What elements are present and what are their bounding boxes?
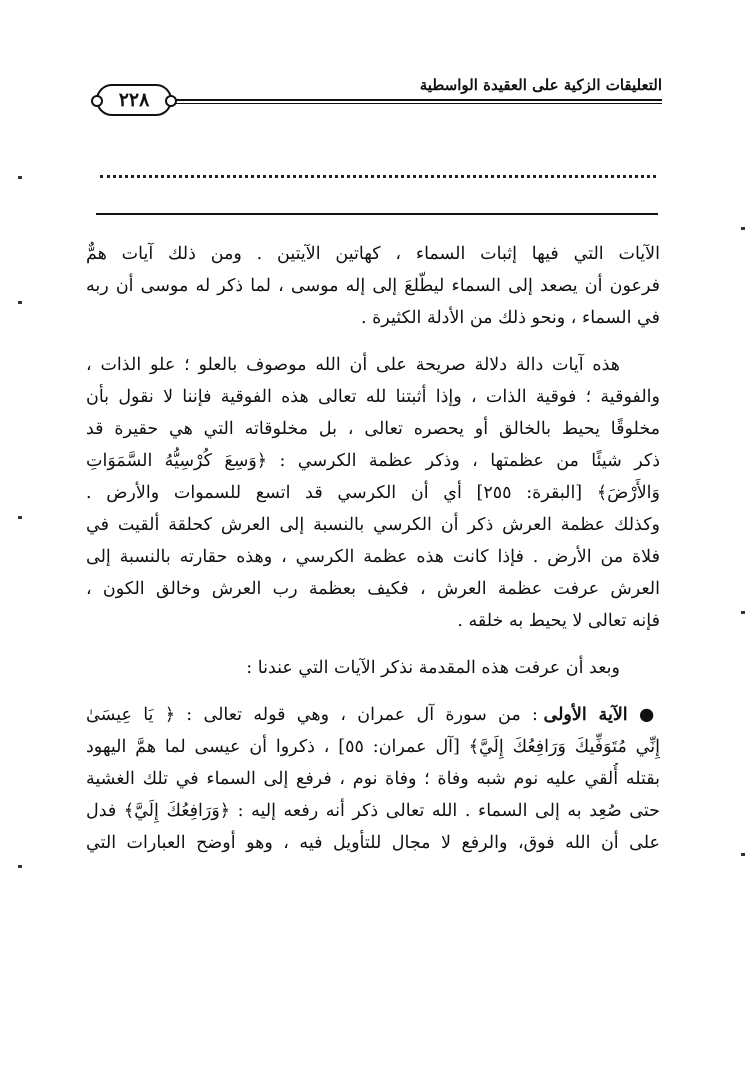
margin-mark [18,865,22,868]
text-line: الآيات التي فيها إثبات السماء ، كهاتين الآيتين . ومن ذلك آيات همٌّ [86,244,660,264]
text-line: وبعد أن عرفت هذه المقدمة نذكر الآيات التي عندنا : [246,658,620,678]
page-number-ornament [96,84,172,116]
margin-mark [741,853,745,856]
text-line: فلاة من الأرض . فإذا كانت هذه عظمة الكرسي ، وهذه حقارته بالنسبة إلى [86,547,660,567]
paragraph-4 [86,699,660,859]
header-rule [174,99,662,101]
margin-mark [18,301,22,304]
text-line: ذكر شيئًا من عظمتها ، وذكر عظمة الكرسي : ﴿وَسِعَ كُرْسِيُّهُ السَّمَوَاتِ [86,451,660,471]
text-line [86,699,660,731]
bullet-icon: ● [638,705,660,725]
text-line: العرش عرفت عظمة العرش ، فكيف بعظمة رب العرش وخالق الكون ، [86,579,660,599]
paragraph-2 [86,349,660,637]
page-number: ٢٢٨ [118,89,150,111]
paragraph-3 [86,652,660,684]
text-line: مخلوقًا يحيط بالخالق أو يحصره تعالى ، بل مخلوقاته التي هي حقيرة قد [86,419,660,439]
text-line: إِنِّي مُتَوَفِّيكَ وَرَافِعُكَ إِلَيَّ﴾ [آل عمران: ٥٥] ، ذكروا أن عيسى لما همَّ اليهود [86,737,660,757]
text-run: : من سورة آل عمران ، وهي قوله تعالى : ﴿ يَا عِيسَىٰ [86,705,544,725]
margin-mark [18,176,22,179]
running-title: التعليقات الزكية على العقيدة الواسطية [419,76,662,94]
verse-heading: الآية الأولى [543,705,628,725]
text-line: فرعون أن يصعد إلى السماء ليطّلعَ إلى إله موسى ، لما ذكر له موسى أن ربه [86,276,660,296]
text-line: بقتله أُلقي عليه نوم شبه وفاة ؛ وفاة نوم ، فرفع إلى السماء في تلك الغشية [86,769,660,789]
paragraph-1 [86,238,660,334]
text-line: والفوقية ؛ فوقية الذات ، وإذا أثبتنا لله تعالى هذه الفوقية فإننا لا نقول بأن [86,387,660,407]
section-rule [96,213,658,215]
margin-mark [18,516,22,519]
margin-mark [741,227,745,230]
text-line: وكذلك عظمة العرش ذكر أن الكرسي بالنسبة إلى العرش كحلقة ألقيت في [86,515,660,535]
text-line: هذه آيات دالة دلالة صريحة على أن الله موصوف بالعلو ؛ علو الذات ، [86,355,620,375]
page-header [96,70,662,110]
body-text [86,238,660,859]
text-line: وَالأَرْضَ﴾ [البقرة: ٢٥٥] أي أن الكرسي قد اتسع للسموات والأرض . [86,483,660,503]
margin-mark [741,611,745,614]
dotted-separator [100,162,656,178]
header-rule-thin [174,103,662,104]
text-line: فإنه تعالى لا يحيط به خلقه . [457,611,660,631]
text-line: في السماء ، ونحو ذلك من الأدلة الكثيرة . [361,308,660,328]
text-line: حتى صُعِد به إلى السماء . الله تعالى ذكر أنه رفعه إليه : ﴿وَرَافِعُكَ إِلَيَّ﴾ فدل [86,801,660,821]
text-line: على أن الله فوق، والرفع لا مجال للتأويل فيه ، وهو أوضح العبارات التي [86,833,660,853]
